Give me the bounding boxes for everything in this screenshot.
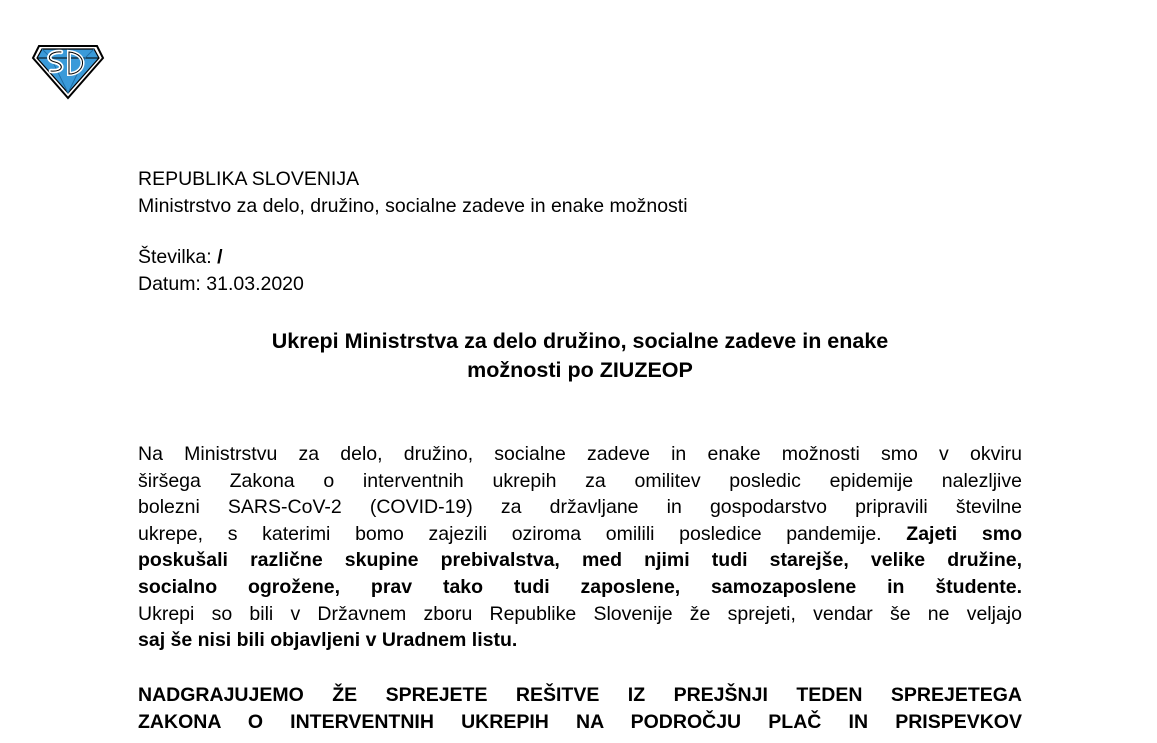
body-line-5: poskušali različne skupine prebivalstva, med njimi tudi starejše, velike družine, [138,549,1022,572]
body-line-1: Na Ministrstvu za delo, družino, socialne zadeve in enake možnosti smo v okviru [138,443,1022,465]
body-line-3: bolezni SARS-CoV-2 (COVID-19) za državljane in gospodarstvo pripravili številne [138,496,1022,519]
section-heading-line-1: NADGRAJUJEMO ŽE SPREJETE REŠITVE IZ PREJŠNJI TEDEN SPREJETEGA [138,684,1022,706]
title-line-2: možnosti po ZIUZEOP [467,358,693,382]
body-line-6: socialno ogrožene, prav tako tudi zaposlene, samozaposlene in študente. [138,575,1022,598]
body-line-8: saj še nisi bili objavljeni v Uradnem listu. [138,629,518,652]
body-line-2: širšega Zakona o interventnih ukrepih za omilitev posledic epidemije nalezljive [138,469,1022,492]
body-paragraph [138,441,1022,654]
document-meta [138,244,1022,297]
document-header [138,166,1022,219]
number-label: Številka: [138,246,212,268]
title-line-1: Ukrepi Ministrstva za delo družino, socialne zadeve in enake [271,329,889,353]
body-line-4-bold: Zajeti smo [906,522,1022,545]
section-heading-line-2: ZAKONA O INTERVENTNIH UKREPIH NA PODROČJU PLAČ IN PRISPEVKOV [138,711,1022,733]
document-number [138,244,1022,271]
date-value: 31.03.2020 [206,272,304,295]
date-label: Datum: [138,272,201,295]
number-value: / [217,246,223,268]
header-republic: REPUBLIKA SLOVENIJA [138,168,360,190]
section-heading [138,682,1022,736]
body-line-4 [138,521,1022,548]
header-ministry: Ministrstvo za delo, družino, socialne zadeve in enake možnosti [138,194,688,217]
document-date [138,271,1022,298]
document-title [138,327,1022,385]
body-line-7: Ukrepi so bili v Državnem zboru Republike Slovenije že sprejeti, vendar še ne veljajo [138,602,1022,625]
body-line-4-regular: ukrepe, s katerimi bomo zajezili oziroma omilili posledice pandemije. [138,522,882,545]
diamond-sd-logo-icon [31,40,105,100]
